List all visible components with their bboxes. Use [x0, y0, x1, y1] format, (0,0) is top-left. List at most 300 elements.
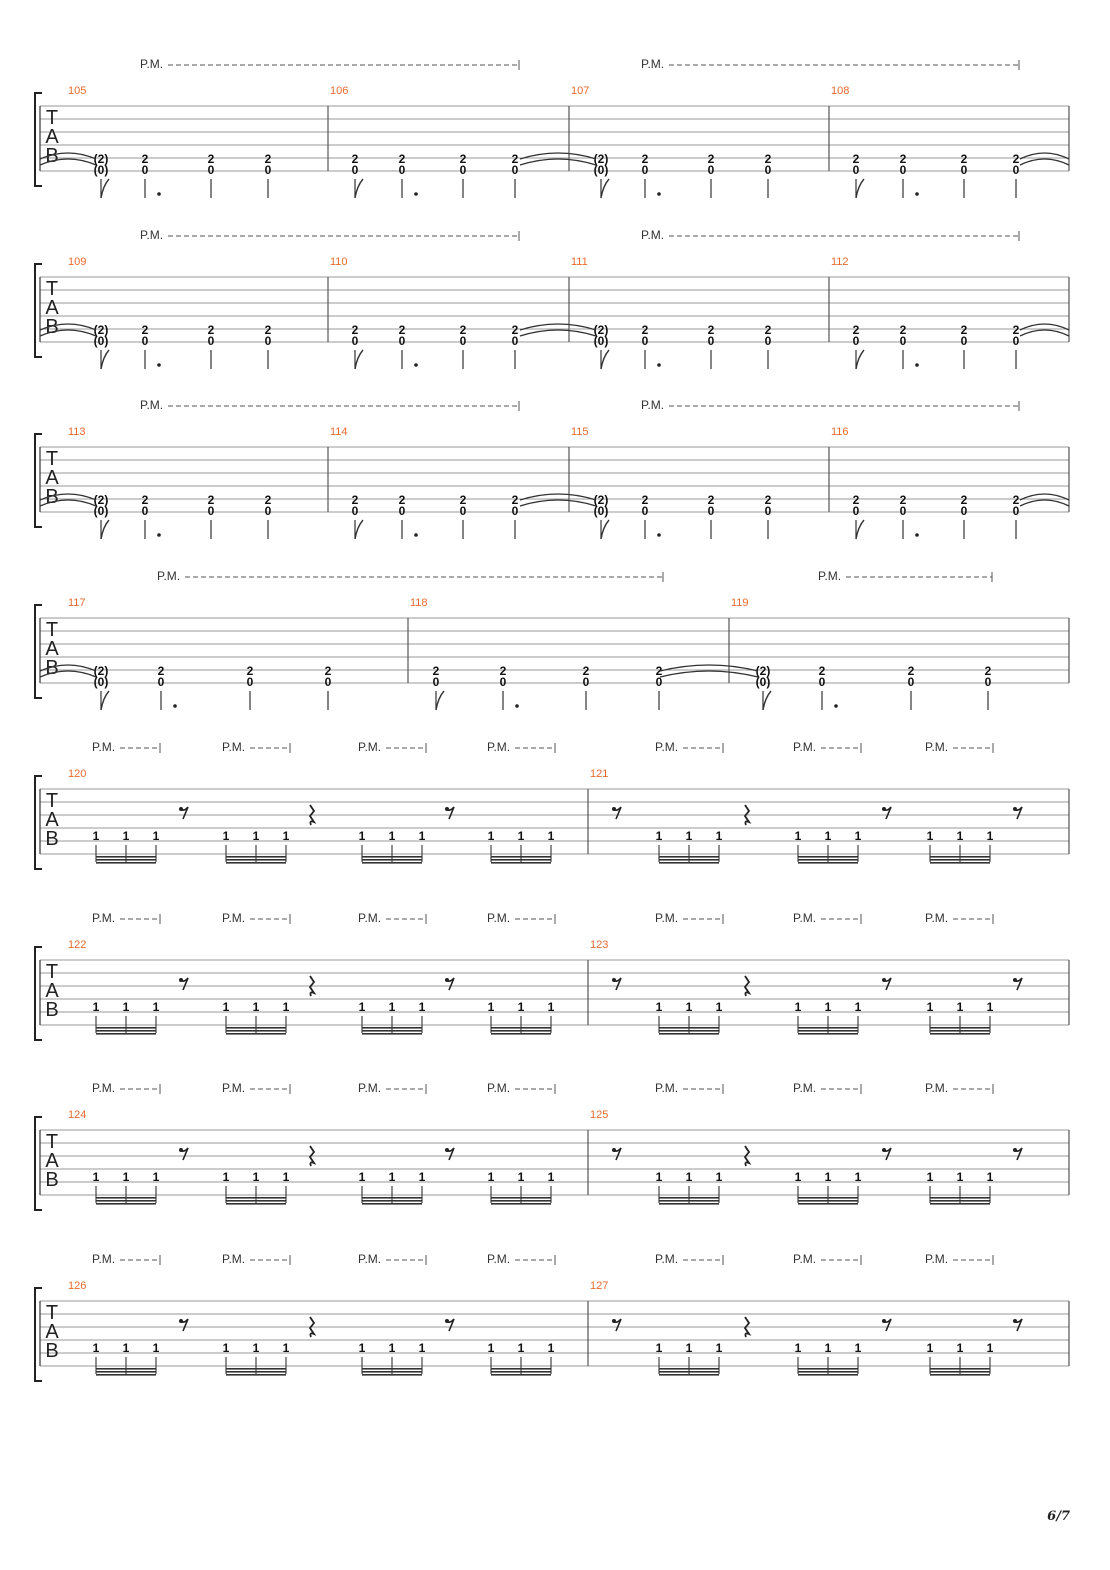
fret-number: 1 — [122, 1170, 130, 1184]
palm-mute-label: P.M. — [793, 1252, 817, 1266]
fret-number: 2 — [459, 323, 467, 337]
fret-number: 2 — [764, 323, 772, 337]
note-beam — [226, 1033, 286, 1035]
fret-number: 1 — [655, 829, 663, 843]
tab-clef-letter: B — [45, 1340, 59, 1362]
fret-number: 2 — [1012, 152, 1020, 166]
note-beam — [362, 1033, 422, 1035]
note-beam — [96, 1030, 156, 1032]
fret-number: 2 — [324, 664, 332, 678]
fret-number: 1 — [388, 829, 396, 843]
measure-number: 112 — [831, 256, 849, 268]
fret-number: 1 — [854, 1000, 862, 1014]
tab-clef-letter: B — [45, 999, 59, 1021]
fret-number: 2 — [157, 664, 165, 678]
note-beam — [96, 856, 156, 858]
measure-number: 127 — [590, 1280, 609, 1292]
fret-number: 2 — [351, 323, 359, 337]
fret-number: (2) — [93, 493, 109, 507]
note-beam — [96, 862, 156, 864]
note-flag — [101, 691, 109, 710]
fret-number: 0 — [899, 504, 907, 518]
fret-number: 1 — [715, 829, 723, 843]
tab-clef-letter: A — [45, 467, 59, 489]
note-flag — [763, 691, 771, 710]
note-beam — [491, 1030, 551, 1032]
palm-mute-label: P.M. — [140, 228, 164, 242]
fret-number: 2 — [899, 323, 907, 337]
tab-system — [35, 57, 1069, 198]
fret-number: 2 — [459, 493, 467, 507]
note-beam — [798, 1368, 858, 1370]
note-beam — [659, 1371, 719, 1373]
fret-number: 0 — [641, 334, 649, 348]
fret-number: 1 — [517, 829, 525, 843]
palm-mute-label: P.M. — [358, 1081, 382, 1095]
fret-number: 0 — [984, 675, 992, 689]
fret-number: (2) — [93, 323, 109, 337]
note-flag — [101, 179, 109, 198]
fret-number: (0) — [93, 504, 109, 518]
fret-number: 1 — [418, 1170, 426, 1184]
fret-number: 2 — [207, 152, 215, 166]
fret-number: 1 — [824, 1341, 832, 1355]
fret-number: 1 — [487, 1000, 495, 1014]
fret-number: 1 — [986, 1341, 994, 1355]
palm-mute-label: P.M. — [793, 1081, 817, 1095]
tab-clef-letter: T — [45, 1131, 59, 1153]
note-beam — [798, 862, 858, 864]
note-flag — [101, 350, 109, 369]
palm-mute-label: P.M. — [655, 740, 679, 754]
palm-mute-label: P.M. — [925, 1081, 949, 1095]
note-beam — [930, 1374, 990, 1376]
note-beam — [96, 1200, 156, 1202]
fret-number: 1 — [517, 1000, 525, 1014]
fret-number: 2 — [818, 664, 826, 678]
note-flag — [355, 350, 363, 369]
fret-number: 0 — [1012, 504, 1020, 518]
fret-number: 1 — [252, 1341, 260, 1355]
fret-number: 1 — [854, 829, 862, 843]
fret-number: 1 — [986, 1170, 994, 1184]
tie-arc — [520, 159, 596, 165]
note-beam — [798, 1027, 858, 1029]
fret-number: 1 — [715, 1341, 723, 1355]
palm-mute-label: P.M. — [222, 1081, 246, 1095]
note-beam — [226, 1030, 286, 1032]
fret-number: 1 — [418, 1000, 426, 1014]
tab-clef-letter: B — [45, 1169, 59, 1191]
fret-number: 2 — [264, 493, 272, 507]
fret-number: 0 — [655, 675, 663, 689]
fret-number: 2 — [398, 493, 406, 507]
fret-number: 1 — [487, 1341, 495, 1355]
fret-number: 1 — [418, 1341, 426, 1355]
fret-number: 2 — [1012, 323, 1020, 337]
palm-mute-label: P.M. — [358, 1252, 382, 1266]
fret-number: (2) — [93, 664, 109, 678]
tab-clef-letter: A — [45, 638, 59, 660]
note-flag — [355, 520, 363, 539]
note-beam — [96, 1197, 156, 1199]
fret-number: 1 — [824, 1000, 832, 1014]
fret-number: 0 — [641, 163, 649, 177]
measure-number: 126 — [68, 1280, 87, 1292]
fret-number: 0 — [351, 163, 359, 177]
fret-number: 1 — [854, 1341, 862, 1355]
fret-number: 0 — [207, 163, 215, 177]
note-flag — [436, 691, 444, 710]
fret-number: 2 — [351, 152, 359, 166]
eighth-rest-dot — [612, 1148, 616, 1152]
fret-number: 1 — [547, 829, 555, 843]
fret-number: 0 — [707, 334, 715, 348]
note-flag — [101, 520, 109, 539]
tab-clef-letter: A — [45, 297, 59, 319]
tie-arc — [1020, 159, 1069, 165]
note-beam — [226, 859, 286, 861]
fret-number: 0 — [207, 504, 215, 518]
note-beam — [930, 1030, 990, 1032]
note-beam — [362, 1368, 422, 1370]
tab-system — [35, 1252, 1069, 1381]
note-flag — [856, 520, 864, 539]
eighth-rest-dot — [612, 1319, 616, 1323]
note-beam — [226, 1203, 286, 1205]
note-beam — [96, 1033, 156, 1035]
fret-number: 0 — [511, 334, 519, 348]
fret-number: 2 — [432, 664, 440, 678]
fret-number: 1 — [487, 829, 495, 843]
note-beam — [491, 1200, 551, 1202]
note-beam — [930, 1371, 990, 1373]
fret-number: 0 — [398, 504, 406, 518]
note-beam — [930, 862, 990, 864]
note-beam — [96, 859, 156, 861]
fret-number: 0 — [818, 675, 826, 689]
note-beam — [659, 1033, 719, 1035]
fret-number: 1 — [282, 1341, 290, 1355]
measure-number: 120 — [68, 768, 87, 780]
palm-mute-label: P.M. — [655, 911, 679, 925]
note-beam — [659, 1197, 719, 1199]
fret-number: 0 — [351, 334, 359, 348]
fret-number: 1 — [655, 1341, 663, 1355]
fret-number: 0 — [1012, 163, 1020, 177]
fret-number: 2 — [655, 664, 663, 678]
measure-number: 105 — [68, 85, 87, 97]
note-beam — [930, 1027, 990, 1029]
note-beam — [930, 1197, 990, 1199]
fret-number: 1 — [222, 1341, 230, 1355]
palm-mute-label: P.M. — [222, 1252, 246, 1266]
tie-arc — [660, 671, 758, 677]
eighth-rest-dot — [179, 807, 183, 811]
system-bracket — [35, 1117, 42, 1210]
palm-mute-label: P.M. — [157, 569, 181, 583]
fret-number: 1 — [794, 1341, 802, 1355]
system-bracket — [35, 434, 42, 527]
fret-number: 1 — [547, 1170, 555, 1184]
palm-mute-label: P.M. — [358, 740, 382, 754]
fret-number: 2 — [207, 493, 215, 507]
palm-mute-label: P.M. — [641, 228, 665, 242]
fret-number: 2 — [707, 152, 715, 166]
fret-number: 0 — [141, 163, 149, 177]
note-beam — [930, 859, 990, 861]
note-beam — [930, 856, 990, 858]
tab-clef-letter: T — [45, 1302, 59, 1324]
fret-number: 2 — [960, 493, 968, 507]
fret-number: 1 — [388, 1170, 396, 1184]
fret-number: 2 — [960, 152, 968, 166]
note-beam — [798, 1371, 858, 1373]
rhythm-dot — [834, 704, 838, 708]
note-beam — [659, 1027, 719, 1029]
palm-mute-label: P.M. — [655, 1252, 679, 1266]
fret-number: 1 — [252, 829, 260, 843]
fret-number: 0 — [960, 163, 968, 177]
tab-clef-letter: B — [45, 145, 59, 167]
eighth-rest-dot — [445, 807, 449, 811]
fret-number: 1 — [152, 1000, 160, 1014]
note-beam — [362, 1374, 422, 1376]
fret-number: 0 — [707, 163, 715, 177]
palm-mute-label: P.M. — [793, 911, 817, 925]
fret-number: (2) — [93, 152, 109, 166]
fret-number: 1 — [956, 1170, 964, 1184]
eighth-rest-dot — [882, 1148, 886, 1152]
fret-number: 1 — [122, 829, 130, 843]
rhythm-dot — [915, 192, 919, 196]
fret-number: 1 — [222, 829, 230, 843]
measure-number: 107 — [571, 85, 590, 97]
tab-system — [35, 911, 1069, 1040]
fret-number: 2 — [764, 152, 772, 166]
fret-number: 0 — [141, 334, 149, 348]
palm-mute-label: P.M. — [140, 57, 164, 71]
fret-number: 0 — [432, 675, 440, 689]
tie-arc — [520, 330, 596, 336]
fret-number: 2 — [459, 152, 467, 166]
note-beam — [96, 1374, 156, 1376]
fret-number: 0 — [960, 504, 968, 518]
note-beam — [798, 1033, 858, 1035]
fret-number: 0 — [459, 334, 467, 348]
fret-number: 2 — [398, 152, 406, 166]
fret-number: 1 — [926, 1170, 934, 1184]
fret-number: 1 — [252, 1170, 260, 1184]
tie-arc — [1020, 330, 1069, 336]
eighth-rest-dot — [612, 978, 616, 982]
measure-number: 123 — [590, 939, 609, 951]
fret-number: 0 — [459, 163, 467, 177]
measure-number: 124 — [68, 1109, 87, 1121]
fret-number: 0 — [264, 504, 272, 518]
measure-number: 121 — [590, 768, 609, 780]
fret-number: 1 — [92, 1000, 100, 1014]
tab-clef-letter: A — [45, 809, 59, 831]
fret-number: 2 — [907, 664, 915, 678]
measure-number: 108 — [831, 85, 850, 97]
palm-mute-label: P.M. — [92, 911, 116, 925]
fret-number: 1 — [358, 1170, 366, 1184]
fret-number: (0) — [93, 163, 109, 177]
note-beam — [491, 859, 551, 861]
fret-number: 1 — [986, 829, 994, 843]
fret-number: 0 — [459, 504, 467, 518]
system-bracket — [35, 605, 42, 698]
palm-mute-label: P.M. — [793, 740, 817, 754]
fret-number: 0 — [351, 504, 359, 518]
fret-number: 0 — [1012, 334, 1020, 348]
palm-mute-label: P.M. — [92, 1252, 116, 1266]
note-beam — [362, 1027, 422, 1029]
fret-number: 1 — [122, 1000, 130, 1014]
fret-number: 1 — [152, 829, 160, 843]
fret-number: 1 — [956, 1000, 964, 1014]
fret-number: 2 — [582, 664, 590, 678]
fret-number: 1 — [222, 1000, 230, 1014]
fret-number: 1 — [92, 1170, 100, 1184]
note-beam — [659, 1374, 719, 1376]
eighth-rest-dot — [1013, 1148, 1017, 1152]
note-beam — [491, 1027, 551, 1029]
note-beam — [930, 1033, 990, 1035]
fret-number: 0 — [641, 504, 649, 518]
fret-number: 1 — [824, 1170, 832, 1184]
fret-number: 2 — [141, 152, 149, 166]
palm-mute-label: P.M. — [487, 911, 511, 925]
note-beam — [362, 1030, 422, 1032]
palm-mute-label: P.M. — [487, 1081, 511, 1095]
palm-mute-label: P.M. — [925, 740, 949, 754]
fret-number: 1 — [358, 829, 366, 843]
fret-number: 0 — [157, 675, 165, 689]
note-flag — [856, 350, 864, 369]
tab-clef-letter: T — [45, 961, 59, 983]
fret-number: 2 — [264, 323, 272, 337]
fret-number: 1 — [547, 1341, 555, 1355]
fret-number: 1 — [388, 1000, 396, 1014]
note-beam — [362, 856, 422, 858]
fret-number: 0 — [960, 334, 968, 348]
tab-clef-letter: T — [45, 107, 59, 129]
eighth-rest-dot — [1013, 1319, 1017, 1323]
measure-number: 106 — [330, 85, 349, 97]
fret-number: (0) — [593, 504, 609, 518]
note-beam — [659, 859, 719, 861]
system-bracket — [35, 264, 42, 357]
fret-number: 2 — [141, 493, 149, 507]
fret-number: 0 — [264, 334, 272, 348]
fret-number: 2 — [1012, 493, 1020, 507]
note-beam — [491, 862, 551, 864]
fret-number: 1 — [517, 1170, 525, 1184]
rhythm-dot — [414, 533, 418, 537]
palm-mute-label: P.M. — [358, 911, 382, 925]
note-beam — [798, 856, 858, 858]
rhythm-dot — [414, 363, 418, 367]
tab-system — [35, 1081, 1069, 1210]
fret-number: 2 — [764, 493, 772, 507]
fret-number: 1 — [986, 1000, 994, 1014]
note-beam — [96, 1203, 156, 1205]
fret-number: 1 — [926, 1341, 934, 1355]
note-beam — [491, 1033, 551, 1035]
tab-clef-letter: A — [45, 126, 59, 148]
rhythm-dot — [657, 533, 661, 537]
eighth-rest-dot — [1013, 807, 1017, 811]
measure-number: 119 — [731, 597, 749, 609]
tab-clef-letter: A — [45, 1321, 59, 1343]
fret-number: (0) — [93, 334, 109, 348]
note-beam — [798, 1030, 858, 1032]
fret-number: 2 — [984, 664, 992, 678]
eighth-rest-dot — [612, 807, 616, 811]
eighth-rest-dot — [882, 1319, 886, 1323]
fret-number: (2) — [593, 323, 609, 337]
fret-number: 1 — [794, 829, 802, 843]
fret-number: 0 — [324, 675, 332, 689]
tab-clef-letter: B — [45, 316, 59, 338]
note-beam — [96, 1371, 156, 1373]
note-beam — [491, 1374, 551, 1376]
fret-number: 1 — [122, 1341, 130, 1355]
fret-number: 1 — [685, 829, 693, 843]
fret-number: 1 — [956, 1341, 964, 1355]
eighth-rest-dot — [179, 1319, 183, 1323]
fret-number: 0 — [852, 334, 860, 348]
fret-number: 0 — [852, 163, 860, 177]
fret-number: 1 — [358, 1341, 366, 1355]
eighth-rest-dot — [179, 1148, 183, 1152]
fret-number: (2) — [755, 664, 771, 678]
rhythm-dot — [157, 363, 161, 367]
note-beam — [930, 1200, 990, 1202]
fret-number: 2 — [899, 493, 907, 507]
eighth-rest-dot — [1013, 978, 1017, 982]
note-flag — [355, 179, 363, 198]
system-bracket — [35, 947, 42, 1040]
note-beam — [226, 1200, 286, 1202]
rhythm-dot — [173, 704, 177, 708]
palm-mute-label: P.M. — [222, 740, 246, 754]
measure-number: 109 — [68, 256, 87, 268]
palm-mute-label: P.M. — [92, 740, 116, 754]
palm-mute-label: P.M. — [925, 911, 949, 925]
rhythm-dot — [915, 363, 919, 367]
note-beam — [659, 1368, 719, 1370]
fret-number: 1 — [824, 829, 832, 843]
fret-number: 1 — [794, 1170, 802, 1184]
fret-number: 2 — [852, 323, 860, 337]
rhythm-dot — [414, 192, 418, 196]
eighth-rest-dot — [445, 1148, 449, 1152]
tab-clef-letter: T — [45, 278, 59, 300]
tab-system — [35, 569, 1069, 710]
note-beam — [798, 1200, 858, 1202]
fret-number: 2 — [246, 664, 254, 678]
fret-number: 1 — [715, 1170, 723, 1184]
fret-number: 1 — [252, 1000, 260, 1014]
palm-mute-label: P.M. — [641, 57, 665, 71]
palm-mute-label: P.M. — [222, 911, 246, 925]
tab-clef-letter: T — [45, 619, 59, 641]
tab-clef-letter: A — [45, 1150, 59, 1172]
fret-number: 2 — [141, 323, 149, 337]
